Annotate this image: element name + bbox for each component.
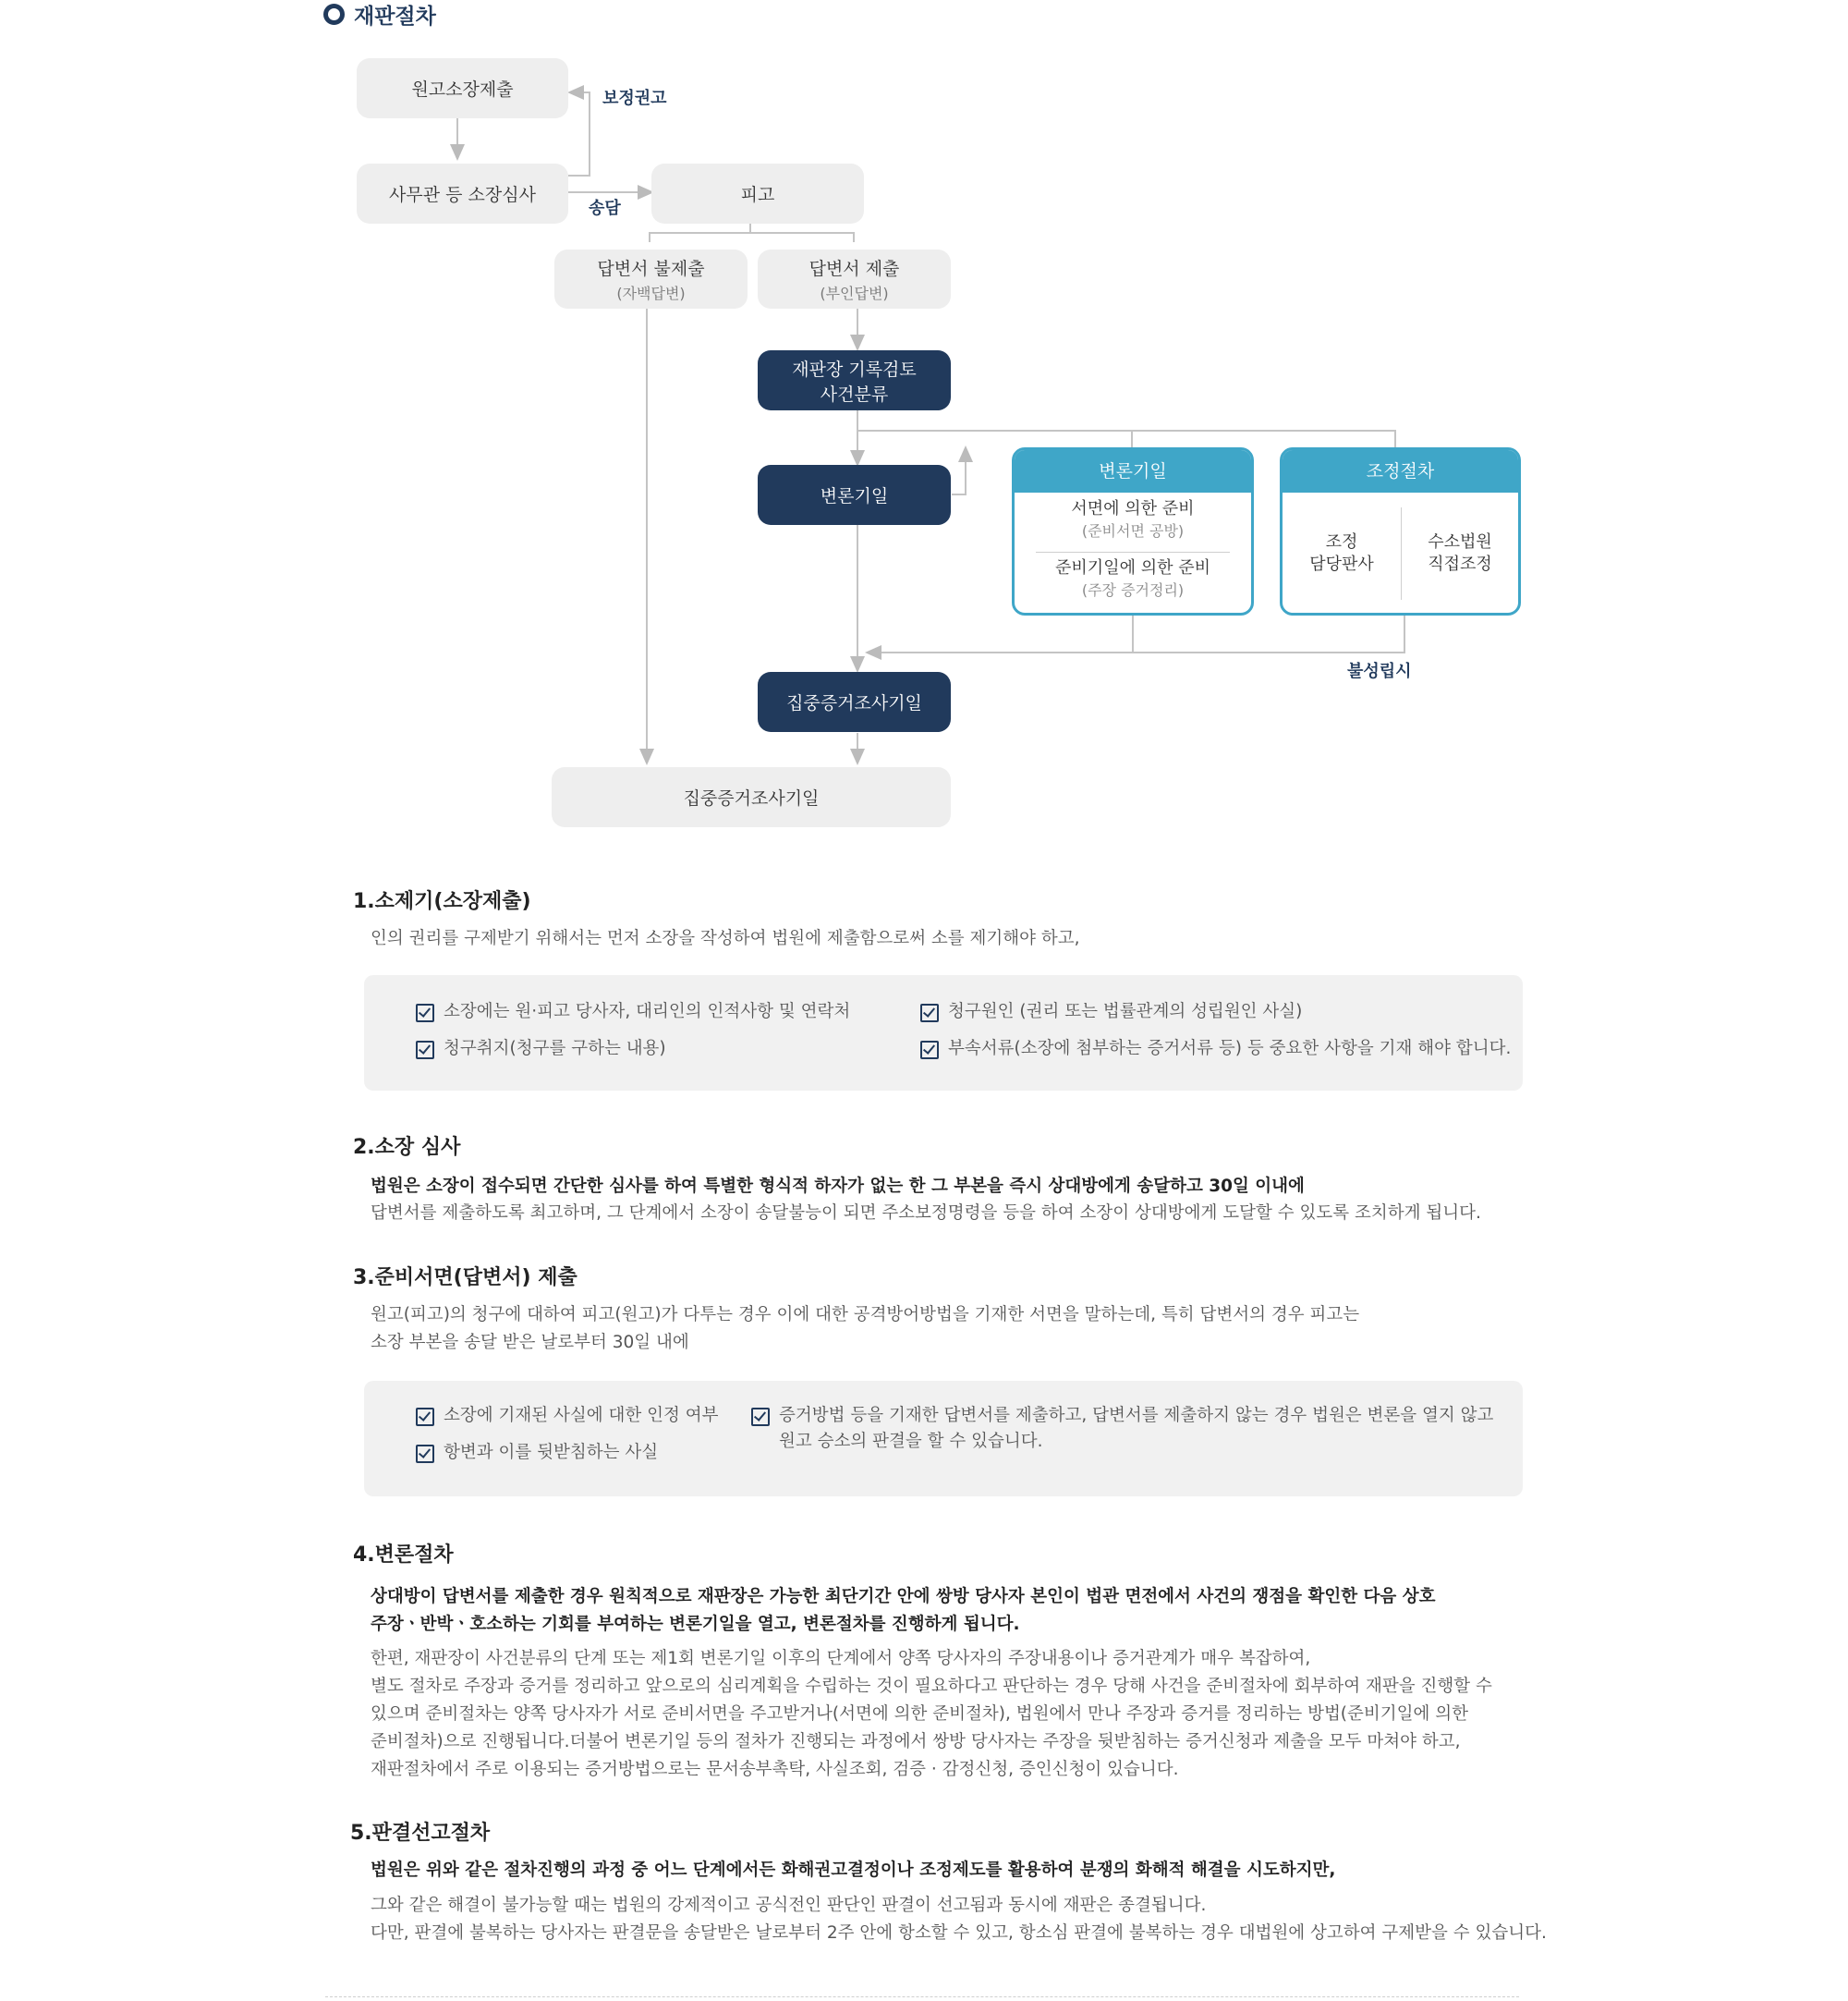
flow-step-no-answer-sub: (자백답변) [616,285,686,302]
mediation-detail-right [1402,531,1518,576]
bottom-divider [325,1996,1519,1997]
flow-step-review [357,164,568,224]
label-fail: 불성립시 [1347,662,1412,681]
flow-step-review-label: 사무관 등 소장심사 [389,185,536,205]
section-1-check-4-text: 부속서류(소장에 첨부하는 증거서류 등) 등 중요한 사항을 기재 해야 합니다. [948,1039,1512,1058]
section-2-heading: 2.소장 심사 [353,1136,461,1159]
section-1-heading: 1.소제기(소장제출) [353,890,531,913]
section-1-check-1-text: 소장에는 원·피고 당사자, 대리인의 인적사항 및 연락처 [444,1002,851,1021]
section-4-line-2: 별도 절차로 주장과 증거를 정리하고 앞으로의 심리계획을 수립하는 것이 필요하다고 판단하는 경우 당해 사건을 준비절차에 회부하여 재판을 진행할 수 [371,1677,1492,1696]
flow-step-hearing-label: 변론기일 [820,486,889,506]
section-5-heading: 5.판결선고절차 [350,1822,491,1845]
mediation-detail-box [1280,447,1521,616]
section-1-check-1 [416,999,850,1025]
section-3-text-1: 원고(피고)의 청구에 대하여 피고(원고)가 다투는 경우 이에 대한 공격방어방법을 기재한 서면을 말하는데, 특히 답변서의 경우 피고는 [371,1305,1360,1324]
section-3-checklist [364,1381,1523,1496]
hearing-detail-item2 [1015,557,1251,602]
hearing-detail-item1-sub: (준비서면 공방) [1081,522,1185,540]
flow-step-hearing [758,465,951,525]
section-4-heading: 4.변론절차 [353,1543,454,1567]
hearing-detail-item1 [1015,498,1251,543]
checkbox-icon [920,1004,939,1022]
section-3-check-3 [751,1403,1493,1455]
label-service: 송담 [589,199,621,218]
section-1-check-4 [920,1036,1511,1062]
flow-step-evidence-label: 집중증거조사기일 [786,693,922,714]
section-3-check-3-line1: 증거방법 등을 기재한 답변서를 제출하고, 답변서를 제출하지 않는 경우 법원은 변론을 열지 않고 [779,1406,1494,1425]
flow-step-defendant [651,164,864,224]
flow-step-filing-label: 원고소장제출 [411,79,514,100]
checkbox-icon [920,1041,939,1059]
section-5-strong: 법원은 위와 같은 절차진행의 과정 중 어느 단계에서든 화해권고결정이나 조정제도를 활용하여 분쟁의 화해적 해결을 시도하지만, [371,1861,1336,1880]
mediation-detail-left-line1: 조정 [1325,532,1358,552]
page-title: 재판절차 [354,4,436,29]
section-3-check-3-text [779,1403,1493,1455]
section-4-line-5: 재판절차에서 주로 이용되는 증거방법으로는 문서송부촉탁, 사실조회, 검증 · 감정신청, 증인신청이 있습니다. [371,1760,1179,1779]
hearing-detail-item1-label: 서면에 의한 준비 [1071,499,1195,519]
section-4-strong-1: 상대방이 답변서를 제출한 경우 원칙적으로 재판장은 가능한 최단기간 안에 쌍방 당사자 본인이 법관 면전에서 사건의 쟁점을 확인한 다음 상호 [371,1587,1436,1606]
section-1-checklist [364,975,1523,1091]
section-1-check-2 [416,1036,666,1062]
section-3-check-2 [416,1440,658,1466]
section-5-line-1: 그와 같은 해결이 불가능할 때는 법원의 강제적이고 공식전인 판단인 판결이 선고됨과 동시에 재판은 종결됩니다. [371,1896,1207,1915]
flow-step-answer [758,250,951,309]
mediation-detail-left-line2: 담당판사 [1309,555,1374,574]
section-2-text: 답변서를 제출하도록 최고하며, 그 단계에서 소장이 송달불능이 되면 주소보정명령을 등을 하여 소장이 상대방에게 도달할 수 있도록 조치하게 됩니다. [371,1203,1481,1223]
section-3-check-1-text: 소장에 기재된 사실에 대한 인정 여부 [444,1406,719,1425]
section-3-check-3-line2: 원고 승소의 판결을 할 수 있습니다. [779,1432,1043,1451]
hearing-detail-head: 변론기일 [1015,450,1251,493]
checkbox-icon [416,1004,434,1022]
section-1-check-3 [920,999,1302,1025]
checkbox-icon [751,1408,770,1426]
mediation-detail-right-line1: 수소법원 [1428,532,1492,552]
mediation-detail-right-line2: 직접조정 [1428,555,1492,574]
flow-step-no-answer [554,250,748,309]
section-4-line-4: 준비절차)으로 진행됩니다.더불어 변론기일 등의 절차가 진행되는 과정에서 쌍방 당사자는 주장을 뒷받침하는 증거신청과 제출을 모두 마쳐야 하고, [371,1732,1461,1751]
mediation-detail-head: 조정절차 [1283,450,1518,493]
flow-step-judge-review [758,350,951,410]
section-3-check-2-text: 항변과 이를 뒷받침하는 사실 [444,1443,659,1462]
flow-step-answer-label: 답변서 제출 [808,259,900,279]
section-5-line-2: 다만, 판결에 불복하는 당사자는 판결문을 송달받은 날로부터 2주 안에 항소할 수 있고, 항소심 판결에 불복하는 경우 대법원에 상고하여 구제받을 수 있습니다. [371,1923,1547,1943]
mediation-detail-left [1283,531,1401,576]
flow-step-answer-sub: (부인답변) [820,285,889,302]
section-4-line-3: 있으며 준비절차는 양쪽 당사자가 서로 준비서면을 주고받거나(서면에 의한 준비절차), 법원에서 만나 주장과 증거를 정리하는 방법(준비기일에 의한 [371,1704,1469,1724]
section-4-line-1: 한편, 재판장이 사건분류의 단계 또는 제1회 변론기일 이후의 단계에서 양쪽 당사자의 주장내용이나 증거관계가 매우 복잡하여, [371,1649,1311,1668]
section-3-text-2: 소장 부본을 송달 받은 날로부터 30일 내에 [371,1333,689,1352]
hearing-detail-item2-label: 준비기일에 의한 준비 [1055,558,1210,578]
checkbox-icon [416,1445,434,1463]
flow-step-no-answer-label: 답변서 불제출 [597,259,705,279]
flow-step-evidence-final [552,767,951,827]
section-1-check-2-text: 청구취지(청구를 구하는 내용) [444,1039,666,1058]
section-3-heading: 3.준비서면(답변서) 제출 [353,1266,578,1289]
flow-step-defendant-label: 피고 [740,185,775,205]
label-correction: 보정권고 [602,89,667,108]
hearing-detail-item2-sub: (주장 증거정리) [1081,581,1185,599]
section-3-check-1 [416,1403,718,1429]
section-1-text: 인의 권리를 구제받기 위해서는 먼저 소장을 작성하여 법원에 제출함으로써 소를 제기해야 하고, [371,929,1080,948]
hearing-detail-box [1012,447,1254,616]
flow-step-judge-review-line2: 사건분류 [820,384,889,405]
flow-step-evidence-final-label: 집중증거조사기일 [683,788,820,809]
checkbox-icon [416,1408,434,1426]
section-2-strong: 법원은 소장이 접수되면 간단한 심사를 하여 특별한 형식적 하자가 없는 한 그 부본을 즉시 상대방에게 송달하고 30일 이내에 [371,1177,1305,1196]
checkbox-icon [416,1041,434,1059]
flow-step-filing [357,58,568,118]
section-4-strong-2: 주장ㆍ반박ㆍ호소하는 기회를 부여하는 변론기일을 열고, 변론절차를 진행하게 됩니다. [371,1615,1020,1634]
flow-step-judge-review-line1: 재판장 기록검토 [792,359,917,380]
hearing-detail-divider [1036,552,1230,553]
flow-step-evidence [758,672,951,732]
section-1-check-3-text: 청구원인 (권리 또는 법률관계의 성립원인 사실) [948,1002,1303,1021]
